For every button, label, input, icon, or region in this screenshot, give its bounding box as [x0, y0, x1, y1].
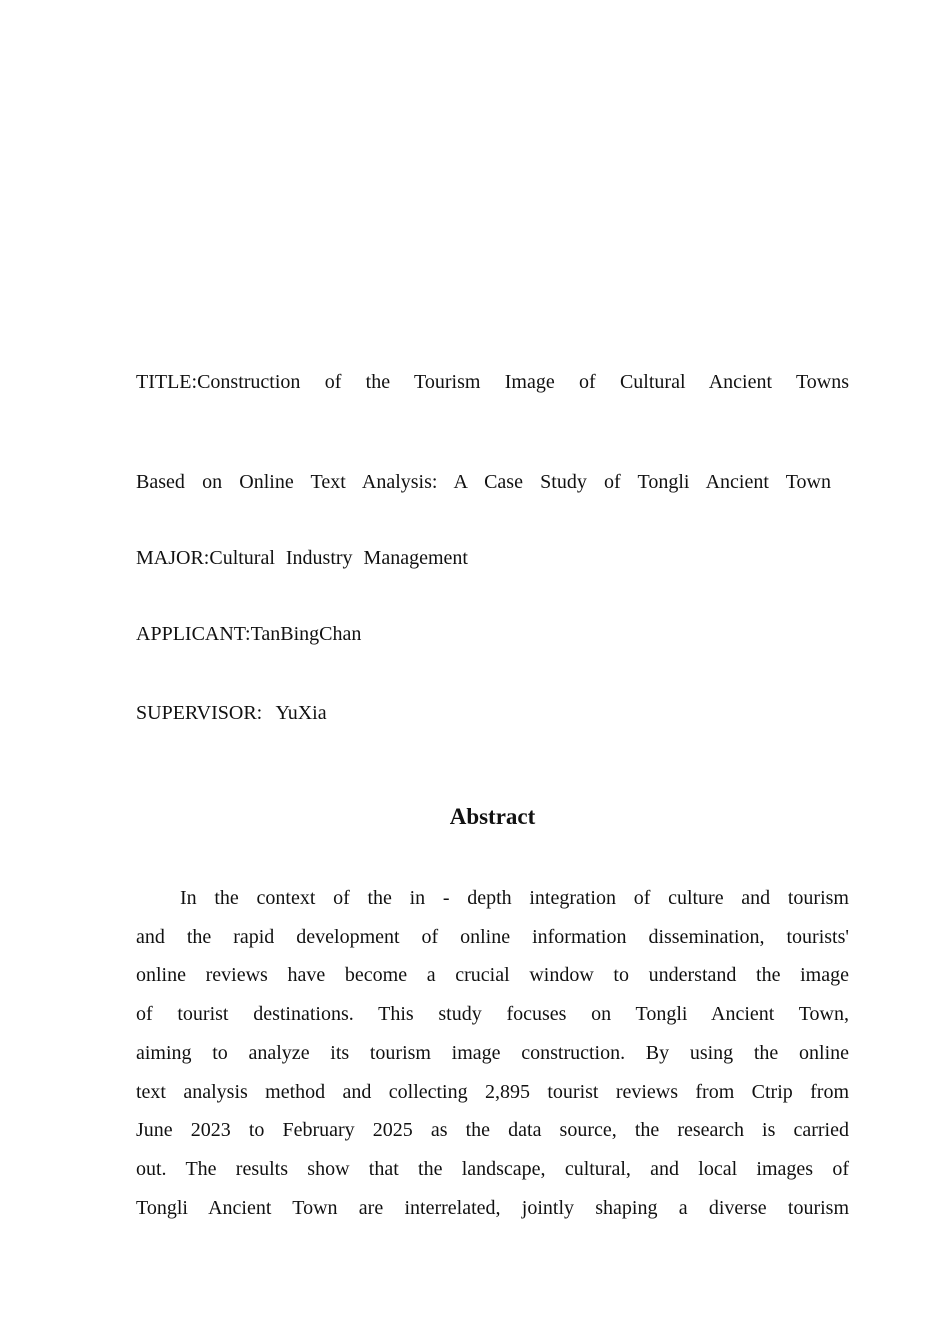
abstract-line: June 2023 to February 2025 as the data source, the research is carried [136, 1119, 849, 1142]
abstract-paragraph [136, 879, 849, 1227]
abstract-line: of tourist destinations. This study focuses on Tongli Ancient Town, [136, 1003, 849, 1026]
abstract-line: aiming to analyze its tourism image construction. By using the online [136, 1041, 849, 1064]
abstract-line: and the rapid development of online information dissemination, tourists' [136, 925, 849, 948]
supervisor-field: SUPERVISOR: YuXia [136, 702, 327, 724]
abstract-line: text analysis method and collecting 2,895 tourist reviews from Ctrip from [136, 1080, 849, 1103]
abstract-line: online reviews have become a crucial window to understand the image [136, 964, 849, 987]
thesis-title-line-1: TITLE:Construction of the Tourism Image of Cultural Ancient Towns [136, 371, 849, 393]
thesis-title-line-2: Based on Online Text Analysis: A Case Study of Tongli Ancient Town [136, 471, 831, 493]
abstract-line: Tongli Ancient Town are interrelated, jointly shaping a diverse tourism [136, 1196, 849, 1219]
major-field: MAJOR:Cultural Industry Management [136, 547, 468, 569]
abstract-heading: Abstract [449, 804, 536, 829]
abstract-line: In the context of the in - depth integration of culture and tourism [180, 887, 849, 909]
abstract-line: out. The results show that the landscape, cultural, and local images of [136, 1157, 849, 1180]
applicant-field: APPLICANT:TanBingChan [136, 623, 362, 645]
